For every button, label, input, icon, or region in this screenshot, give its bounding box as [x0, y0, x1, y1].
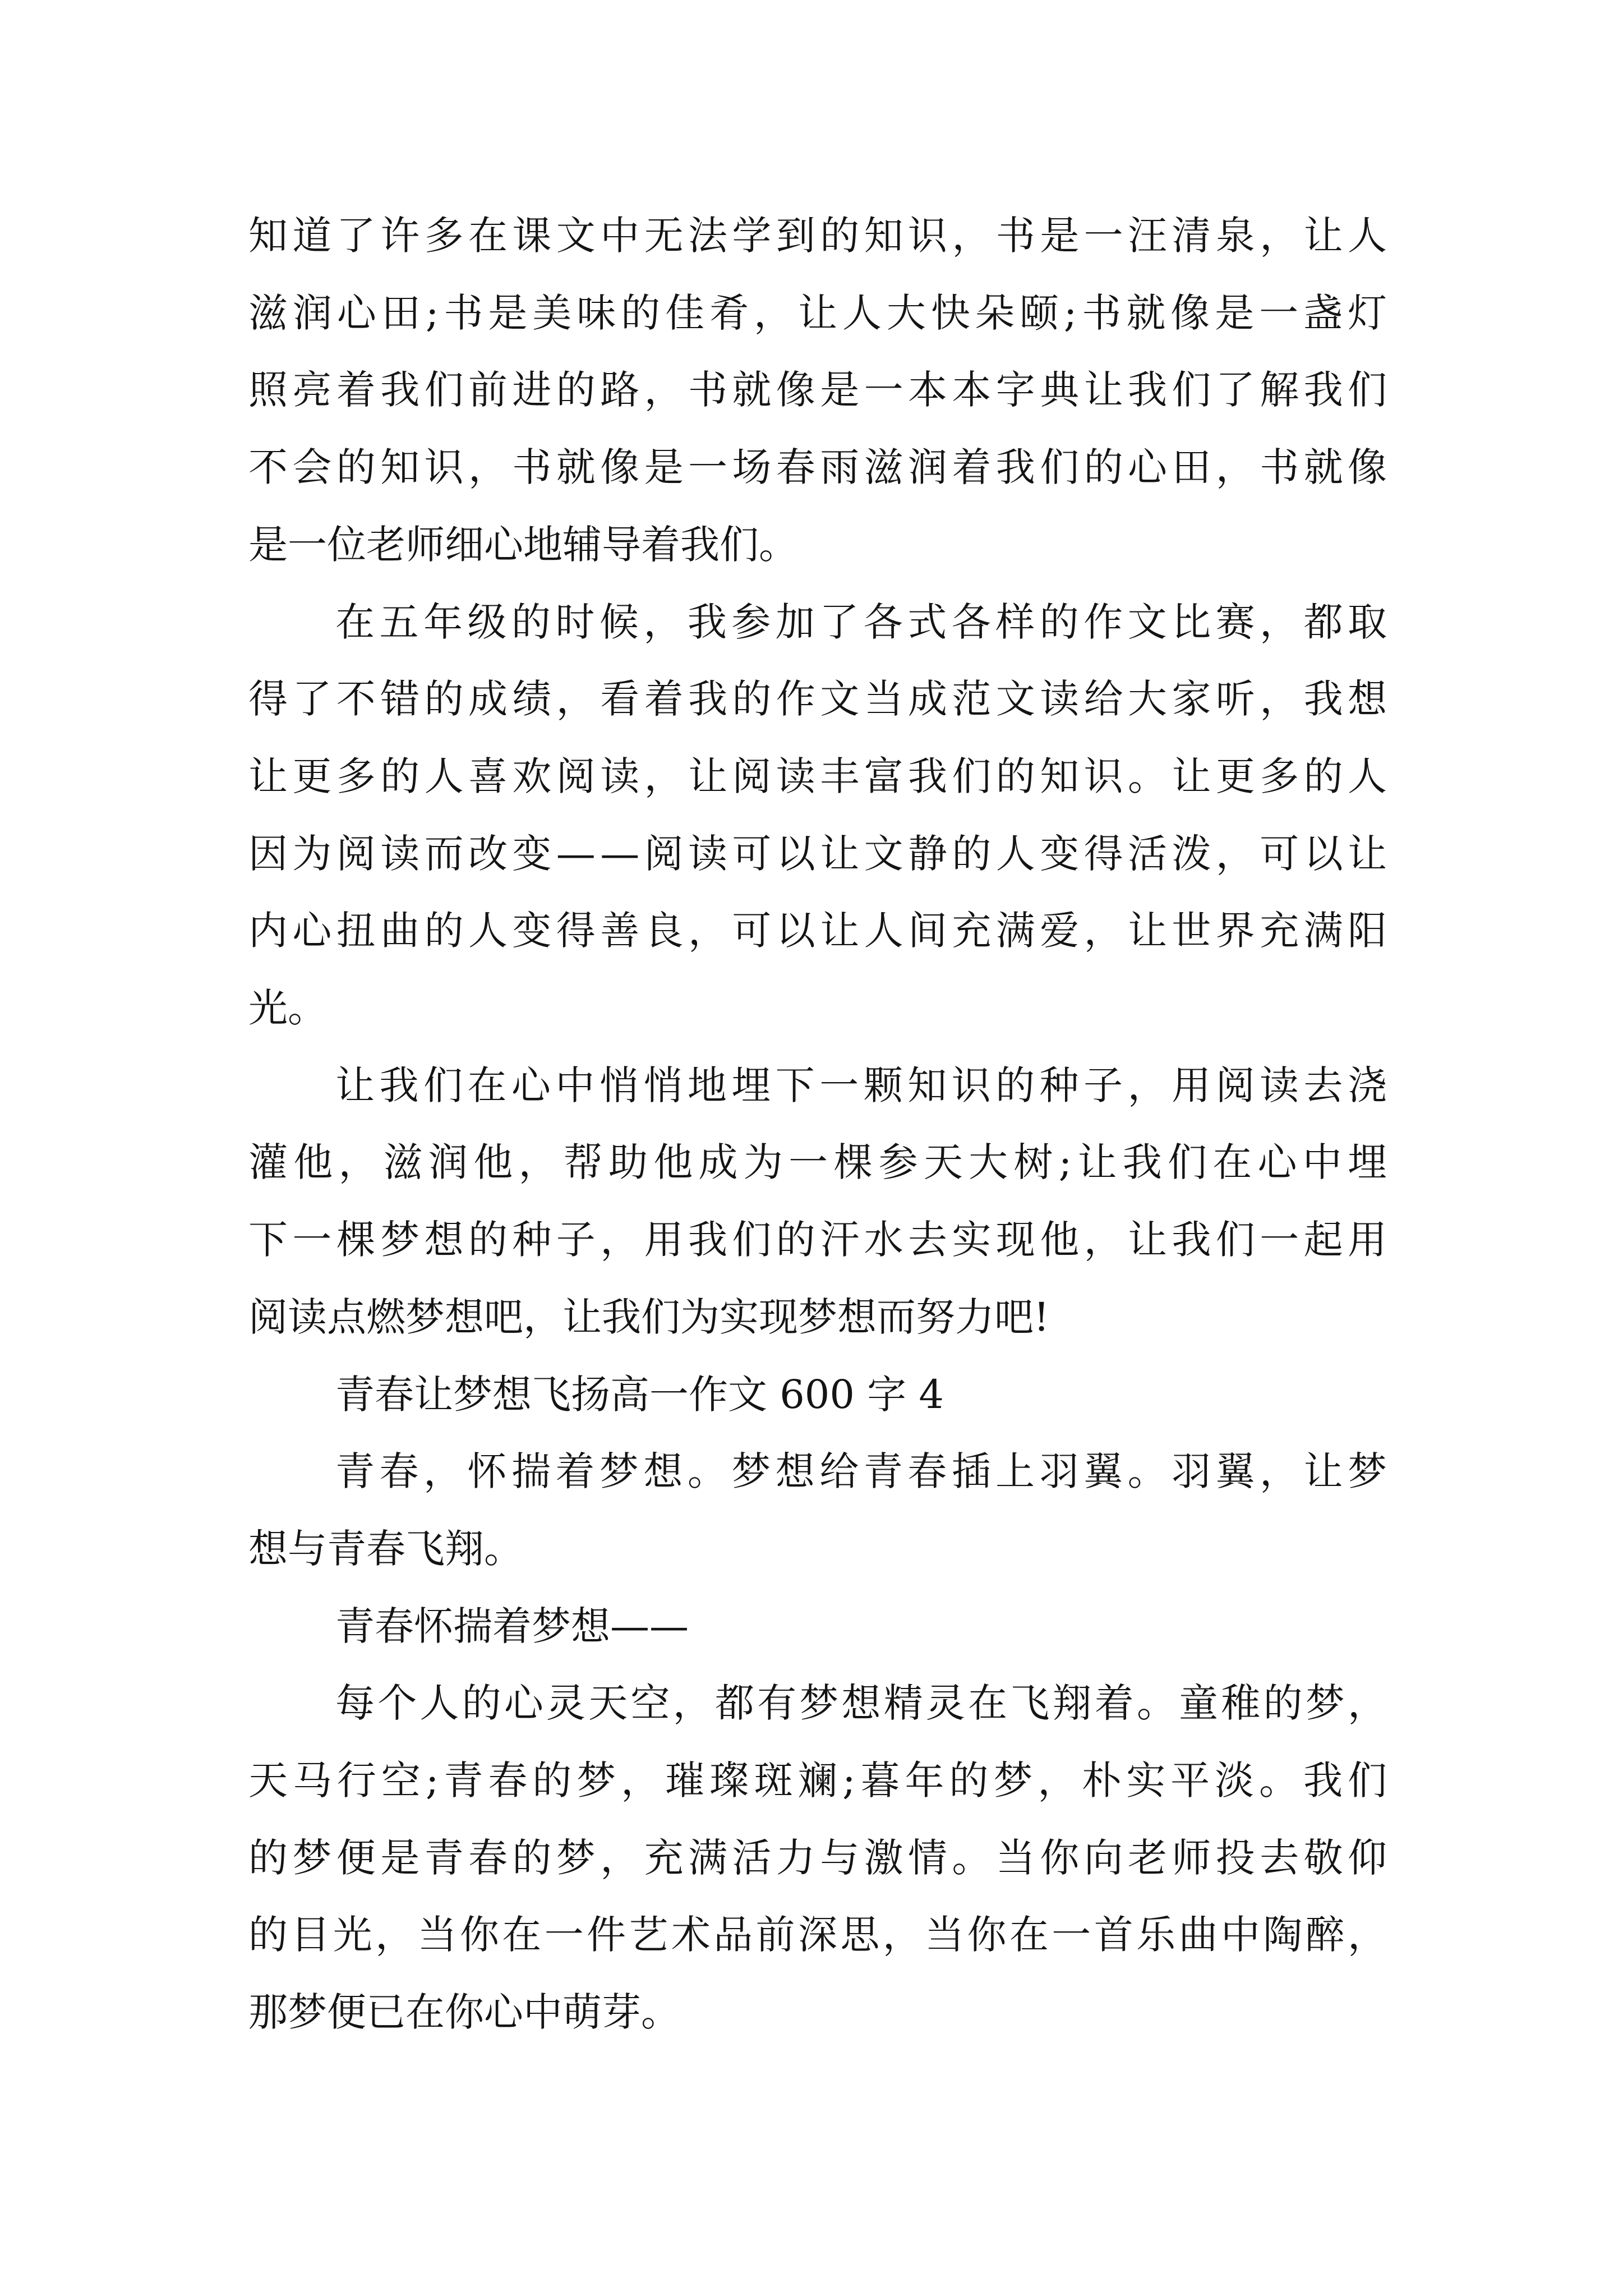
text-line: 不会的知识，书就像是一场春雨滋润着我们的心田，书就像: [248, 444, 1392, 490]
text-line: 光。: [248, 985, 327, 1031]
text-line: 天马行空;青春的梦，璀璨斑斓;暮年的梦，朴实平淡。我们: [248, 1757, 1392, 1803]
text-line: 那梦便已在你心中萌芽。: [248, 1989, 680, 2035]
text-line: 的梦便是青春的梦，充满活力与激情。当你向老师投去敬仰: [248, 1835, 1392, 1881]
text-line: 阅读点燃梦想吧，让我们为实现梦想而努力吧!: [248, 1294, 1050, 1340]
text-line: 青春，怀揣着梦想。梦想给青春插上羽翼。羽翼，让梦: [335, 1448, 1392, 1494]
text-line: 因为阅读而改变——阅读可以让文静的人变得活泼，可以让: [248, 831, 1392, 877]
text-line: 在五年级的时候，我参加了各式各样的作文比赛，都取: [335, 599, 1392, 645]
text-line: 想与青春飞翔。: [248, 1526, 523, 1572]
text-line: 的目光，当你在一件艺术品前深思，当你在一首乐曲中陶醉，: [248, 1912, 1390, 1958]
text-line: 内心扭曲的人变得善良，可以让人间充满爱，让世界充满阳: [248, 908, 1392, 954]
text-line: 知道了许多在课文中无法学到的知识，书是一汪清泉，让人: [248, 213, 1392, 259]
text-line: 青春让梦想飞扬高一作文 600 字 4: [335, 1372, 944, 1418]
text-line: 得了不错的成绩，看着我的作文当成范文读给大家听，我想: [248, 676, 1392, 722]
text-line: 照亮着我们前进的路，书就像是一本本字典让我们了解我们: [248, 367, 1392, 413]
text-line: 是一位老师细心地辅导着我们。: [248, 522, 798, 568]
text-line: 灌他，滋润他，帮助他成为一棵参天大树;让我们在心中埋: [248, 1139, 1393, 1185]
text-line: 每个人的心灵天空，都有梦想精灵在飞翔着。童稚的梦，: [335, 1680, 1390, 1726]
text-line: 让更多的人喜欢阅读，让阅读丰富我们的知识。让更多的人: [248, 753, 1392, 799]
text-line: 下一棵梦想的种子，用我们的汗水去实现他，让我们一起用: [248, 1217, 1392, 1263]
text-line: 让我们在心中悄悄地埋下一颗知识的种子，用阅读去浇: [335, 1062, 1392, 1108]
text-line: 青春怀揣着梦想——: [335, 1603, 689, 1649]
text-line: 滋润心田;书是美味的佳肴，让人大快朵颐;书就像是一盏灯: [248, 290, 1392, 336]
